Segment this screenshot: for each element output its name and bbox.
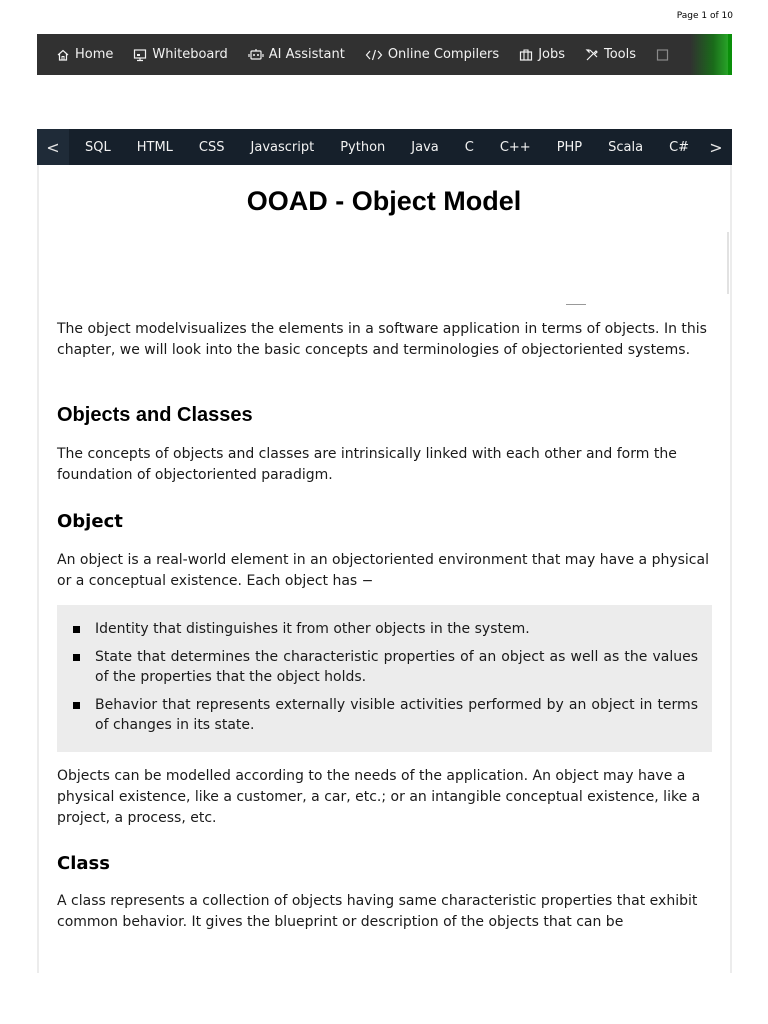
nav-online-compilers-label: Online Compilers [387,47,500,62]
nav-tools[interactable] [585,47,636,62]
top-navigation [37,34,732,75]
nav-ai-assistant[interactable] [248,47,345,62]
lang-tab-sql[interactable]: SQL [85,139,111,155]
page-title: OOAD - Object Model [246,186,522,216]
nav-tools-label: Tools [604,47,637,62]
ad-placeholder-dash [566,304,586,305]
nav-more[interactable] [656,48,675,62]
language-bar [37,129,732,165]
lang-tab-c[interactable]: C [464,139,474,155]
nav-home[interactable] [56,47,113,62]
lang-tab-cpp[interactable]: C++ [499,139,531,155]
object-paragraph: An object is a real-world element in an objectoriented environment that may have a physical or a conceptual existence. Each object has − [57,552,709,589]
nav-accent-edge [728,34,732,75]
page-indicator: Page 1 of 10 [676,11,733,21]
lang-tab-java[interactable]: Java [411,139,439,155]
ai-assistant-icon [248,48,264,62]
heading-object: Object [57,511,123,532]
lang-tab-csharp[interactable]: C# [669,139,690,155]
code-icon [365,48,383,62]
nav-online-compilers[interactable] [365,47,499,62]
nav-whiteboard-label: Whiteboard [152,47,228,62]
class-paragraph: A class represents a collection of objects having same characteristic properties that exhibit common behavior. It gives the blueprint or description of the objects that can be [57,893,698,930]
heading-objects-and-classes: Objects and Classes [57,404,253,426]
nav-home-label: Home [75,47,114,62]
intro-paragraph: The object modelvisualizes the elements in a software application in terms of objects. In this chapter, we will look into the basic concepts and terminologies of objectoriented systems. [57,321,707,358]
side-divider [727,232,729,294]
lang-tab-javascript[interactable]: Javascript [250,139,315,155]
lang-tab-python[interactable]: Python [340,139,386,155]
object-properties-list [57,605,712,752]
home-icon [56,48,70,62]
nav-jobs[interactable] [519,47,565,62]
chevron-right-icon[interactable]: > [700,129,732,165]
nav-jobs-label: Jobs [538,47,565,62]
chevron-left-icon[interactable]: < [37,129,69,165]
whiteboard-icon [133,48,147,62]
list-item: Behavior that represents externally visible activities performed by an object in terms of changes in its state. [95,697,698,733]
edit-icon [656,48,670,62]
objects-classes-paragraph: The concepts of objects and classes are intrinsically linked with each other and form the foundation of objectoriented paradigm. [57,446,677,483]
nav-ai-assistant-label: AI Assistant [268,47,345,62]
lang-tab-css[interactable]: CSS [198,139,225,155]
heading-class: Class [57,853,110,874]
modelled-paragraph: Objects can be modelled according to the needs of the application. An object may have a physical existence, like a customer, a car, etc.; or an intangible conceptual existence, like a project, a process, etc. [57,768,701,826]
list-item: Identity that distinguishes it from other objects in the system. [95,619,698,639]
nav-fade-overlay [690,34,732,75]
tools-icon [585,48,599,62]
lang-tab-scala[interactable]: Scala [608,139,644,155]
list-item: State that determines the characteristic properties of an object as well as the values of the properties that the object holds. [95,649,698,685]
lang-tab-html[interactable]: HTML [136,139,173,155]
briefcase-icon [519,48,533,62]
nav-whiteboard[interactable] [133,47,227,62]
lang-tab-php[interactable]: PHP [556,139,583,155]
